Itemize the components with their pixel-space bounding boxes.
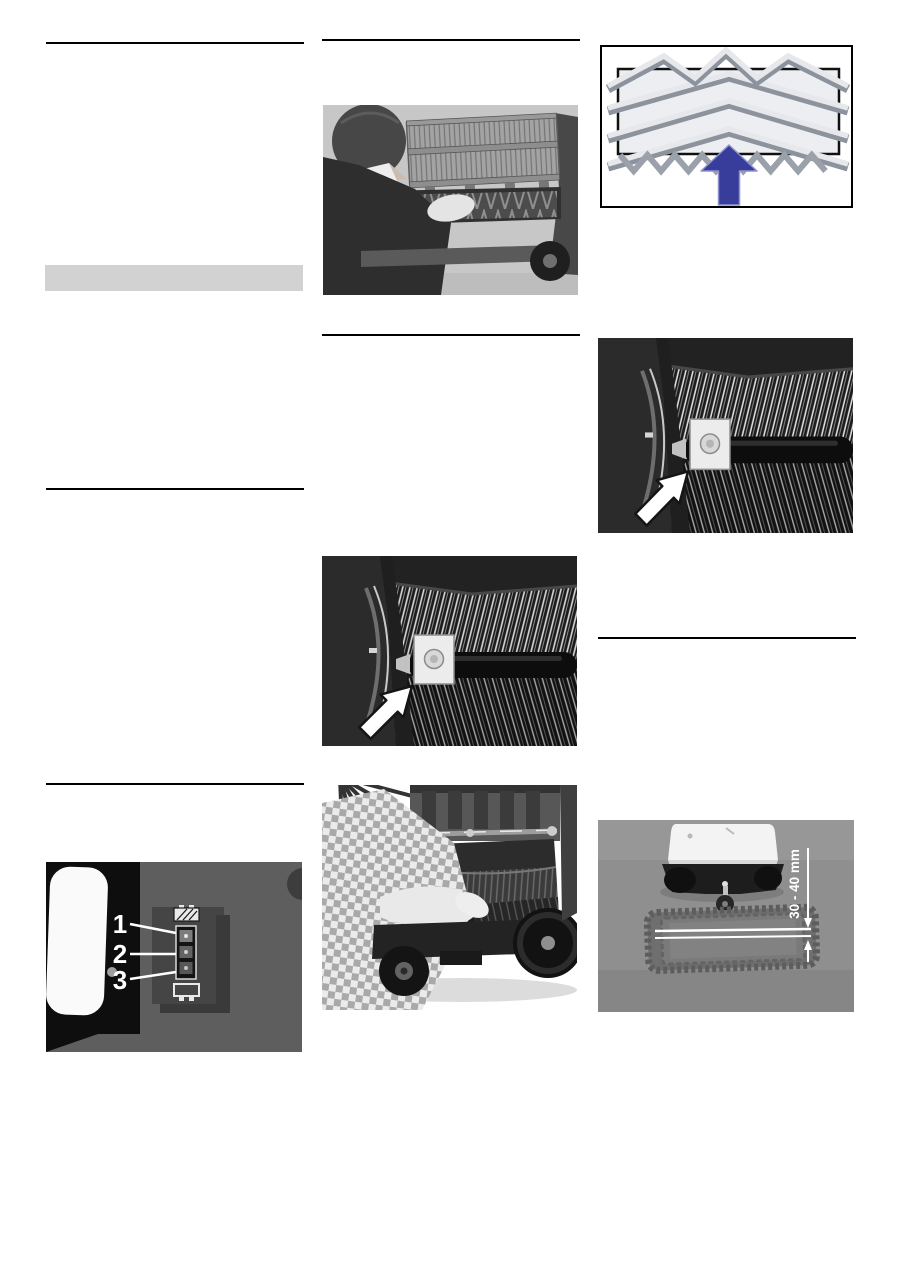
battery-charge-indicator-photo: [46, 862, 302, 1052]
left-section-divider-2: [46, 488, 304, 490]
middle-section-divider-2: [322, 334, 580, 336]
filter-pleat-diagram: [600, 45, 853, 208]
filter-pleat-diagram-art: [602, 47, 851, 206]
brush-bearing-art-right: [598, 338, 853, 533]
left-highlight-bar: [45, 265, 303, 291]
callout-label-2: 2: [112, 939, 128, 969]
sweep-pattern-photo: [598, 820, 854, 1012]
brush-bearing-photo-right: [598, 338, 853, 533]
brush-bearing-photo-middle: [322, 556, 577, 746]
middle-section-divider-1: [322, 39, 580, 41]
white-cover: [46, 866, 109, 1016]
callout-label-3: 3: [112, 965, 128, 995]
filter-removal-art: [323, 105, 578, 295]
battery-charge-indicator-art: [46, 862, 302, 1052]
battery-full-icon: [174, 905, 199, 921]
callout-label-1: 1: [112, 909, 128, 939]
left-section-divider-3: [46, 783, 304, 785]
bearing-block: [414, 635, 454, 684]
sweep-pattern-art: [598, 820, 854, 1012]
left-section-divider-1: [46, 42, 304, 44]
brush-bearing-art: [322, 556, 577, 746]
bearing-block: [690, 419, 730, 469]
measurement-label: 30 - 40 mm: [787, 849, 802, 919]
wheel-left: [379, 946, 429, 996]
brush-removal-art: [322, 785, 577, 1010]
charge-level-window: [176, 926, 196, 979]
brush-removal-photo: [322, 785, 577, 1010]
right-section-divider: [598, 637, 856, 639]
filter-removal-photo: [323, 105, 578, 295]
